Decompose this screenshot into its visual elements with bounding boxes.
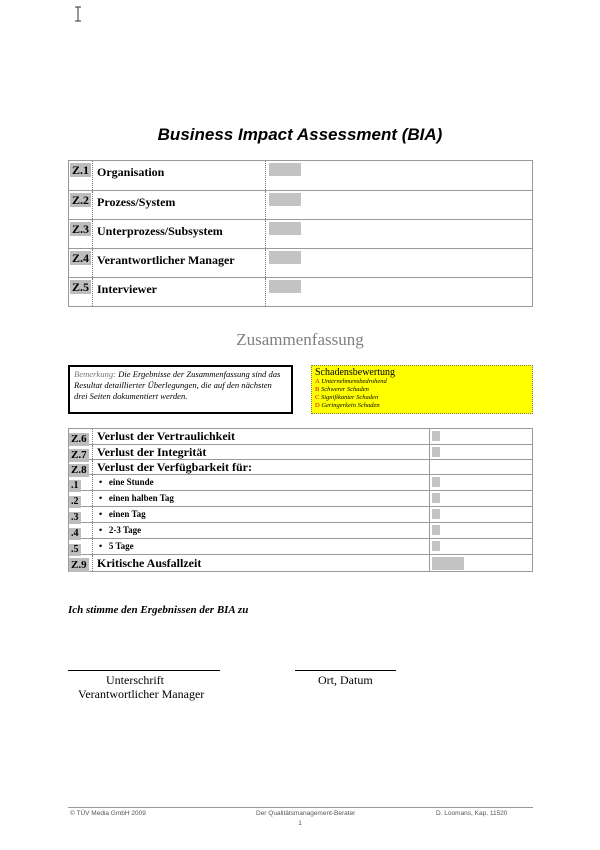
row-code: Z.6 bbox=[71, 433, 87, 445]
place-date-label: Ort, Datum bbox=[318, 673, 373, 687]
row-code: Z.2 bbox=[72, 193, 90, 207]
availability-2-field[interactable] bbox=[432, 493, 440, 503]
integrity-field[interactable] bbox=[432, 447, 440, 457]
bullet-icon: • bbox=[99, 541, 103, 551]
availability-1-field[interactable] bbox=[432, 477, 440, 487]
availability-4-field[interactable] bbox=[432, 525, 440, 535]
row-label: einen halben Tag bbox=[108, 493, 174, 503]
row-code: Z.4 bbox=[72, 251, 90, 265]
page-number: 1 bbox=[298, 820, 302, 827]
row-code: .4 bbox=[71, 528, 79, 539]
rating-item: D Geringerkein Schaden bbox=[315, 402, 380, 409]
availability-row-1 bbox=[69, 474, 532, 490]
row-label: Interviewer bbox=[93, 278, 266, 306]
bullet-icon: • bbox=[99, 525, 103, 535]
loss-row-integrity bbox=[69, 444, 532, 459]
remark-box bbox=[68, 365, 293, 414]
row-label: 5 Tage bbox=[108, 541, 134, 551]
date-line bbox=[295, 670, 396, 671]
critical-downtime-field[interactable] bbox=[432, 557, 464, 570]
rating-title: Schadensbewertung bbox=[315, 367, 395, 378]
row-label: Prozess/System bbox=[93, 191, 266, 219]
availability-3-field[interactable] bbox=[432, 509, 440, 519]
signature-line bbox=[68, 670, 220, 671]
header-row-manager bbox=[69, 248, 532, 277]
availability-row-3 bbox=[69, 506, 532, 522]
rating-item: A Unternehmensbedrohend bbox=[315, 378, 387, 385]
row-label: Kritische Ausfallzeit bbox=[93, 555, 430, 571]
row-label: einen Tag bbox=[108, 509, 146, 519]
row-label: Organisation bbox=[93, 161, 266, 190]
row-code: Z.7 bbox=[71, 449, 87, 461]
row-label: Verlust der Integrität bbox=[93, 445, 430, 459]
header-row-interviewer bbox=[69, 277, 532, 306]
row-label: Verlust der Vertraulichkeit bbox=[93, 429, 430, 444]
unterprozess-field[interactable] bbox=[269, 222, 301, 235]
availability-5-field[interactable] bbox=[432, 541, 440, 551]
signature-role-label: Verantwortlicher Manager bbox=[78, 687, 205, 701]
header-row-unterprozess bbox=[69, 219, 532, 248]
row-code: Z.9 bbox=[71, 559, 87, 571]
row-code: Z.5 bbox=[72, 280, 90, 294]
manager-field[interactable] bbox=[269, 251, 301, 264]
footer-divider bbox=[68, 807, 533, 808]
confidentiality-field[interactable] bbox=[432, 431, 440, 441]
loss-table bbox=[68, 428, 533, 572]
row-label: Verlust der Verfügbarkeit für: bbox=[93, 460, 430, 474]
footer-copyright: © TÜV Media GmbH 2009 bbox=[70, 810, 146, 817]
loss-row-confidentiality bbox=[69, 429, 532, 444]
rating-item: C Signifikanter Schaden bbox=[315, 394, 379, 401]
document-title: Business Impact Assessment (BIA) bbox=[157, 125, 443, 144]
availability-row-2 bbox=[69, 490, 532, 506]
availability-row-4 bbox=[69, 522, 532, 538]
header-row-organisation bbox=[69, 161, 532, 190]
header-info-table bbox=[68, 160, 533, 307]
row-label: eine Stunde bbox=[108, 477, 154, 487]
row-code: .5 bbox=[71, 544, 79, 555]
bullet-icon: • bbox=[99, 477, 103, 487]
row-label: Unterprozess/Subsystem bbox=[93, 220, 266, 248]
critical-downtime-row bbox=[69, 554, 532, 571]
row-code: .2 bbox=[71, 496, 79, 507]
row-code: .1 bbox=[71, 480, 79, 491]
rating-item: B Schwerer Schaden bbox=[315, 386, 369, 393]
consent-statement: Ich stimme den Ergebnissen der BIA zu bbox=[68, 604, 249, 616]
organisation-field[interactable] bbox=[269, 163, 301, 176]
interviewer-field[interactable] bbox=[269, 280, 301, 293]
row-code: .3 bbox=[71, 512, 79, 523]
header-row-prozess bbox=[69, 190, 532, 219]
damage-rating-box bbox=[311, 365, 533, 414]
row-code: Z.8 bbox=[71, 464, 87, 476]
row-code: Z.3 bbox=[72, 222, 90, 236]
availability-row-5 bbox=[69, 538, 532, 554]
footer-author: D. Loomans, Kap. 11520 bbox=[436, 810, 508, 817]
signature-label: Unterschrift bbox=[106, 673, 164, 687]
footer-publication: Der Qualitätsmanagement-Berater bbox=[256, 810, 356, 817]
remark-text: Die Ergebnisse der Zusammenfassung sind das Resultat detaillierter Überlegungen, die auf den nächsten drei Seiten dokumentiert werden. bbox=[74, 369, 281, 401]
summary-title: Zusammenfassung bbox=[236, 330, 364, 349]
loss-row-availability bbox=[69, 459, 532, 474]
bullet-icon: • bbox=[99, 493, 103, 503]
bullet-icon: • bbox=[99, 509, 103, 519]
row-code: Z.1 bbox=[72, 163, 90, 177]
remark-label: Bemerkung: bbox=[74, 369, 116, 379]
prozess-field[interactable] bbox=[269, 193, 301, 206]
text-cursor-icon bbox=[74, 6, 82, 22]
row-label: Verantwortlicher Manager bbox=[93, 249, 266, 277]
row-label: 2-3 Tage bbox=[108, 525, 142, 535]
